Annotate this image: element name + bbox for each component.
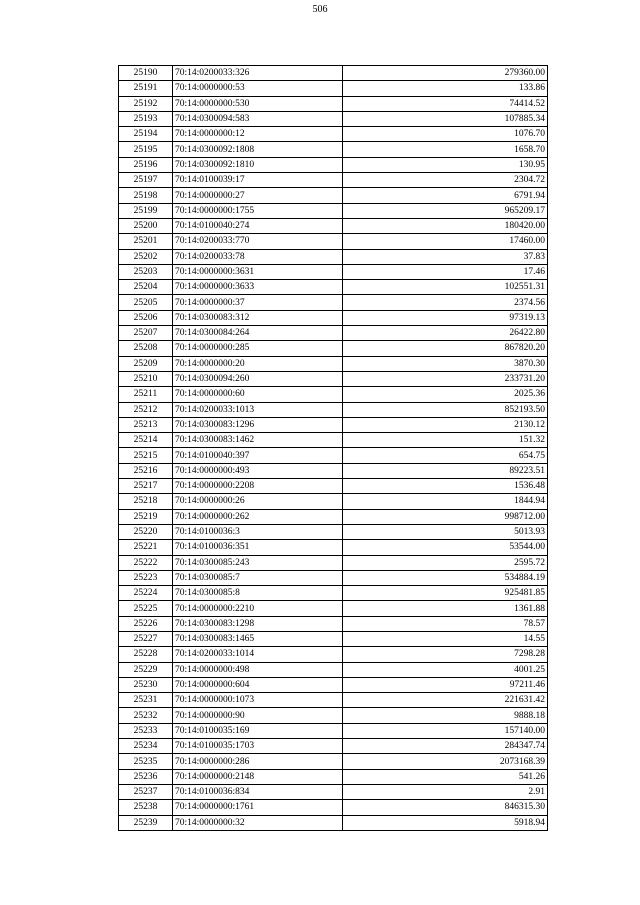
table-row <box>119 494 548 509</box>
table-row <box>119 142 548 157</box>
value-cell: 1361.88 <box>343 601 548 616</box>
cadastral-number-cell: 70:14:0000000:1761 <box>173 800 343 815</box>
table-row <box>119 371 548 386</box>
row-number-cell: 25206 <box>119 310 173 325</box>
table-row <box>119 310 548 325</box>
row-number-cell: 25214 <box>119 433 173 448</box>
cadastral-number-cell: 70:14:0200033:326 <box>173 66 343 81</box>
value-cell: 852193.50 <box>343 402 548 417</box>
table-row <box>119 341 548 356</box>
row-number-cell: 25237 <box>119 784 173 799</box>
cadastral-number-cell: 70:14:0000000:3631 <box>173 264 343 279</box>
value-cell: 133.86 <box>343 81 548 96</box>
value-cell: 5013.93 <box>343 524 548 539</box>
row-number-cell: 25238 <box>119 800 173 815</box>
value-cell: 1844.94 <box>343 494 548 509</box>
table-row <box>119 127 548 142</box>
table-row <box>119 234 548 249</box>
table-row <box>119 463 548 478</box>
cadastral-number-cell: 70:14:0000000:32 <box>173 815 343 830</box>
value-cell: 534884.19 <box>343 570 548 585</box>
table-row <box>119 631 548 646</box>
row-number-cell: 25211 <box>119 387 173 402</box>
cadastral-number-cell: 70:14:0000000:498 <box>173 662 343 677</box>
cadastral-number-cell: 70:14:0300083:1298 <box>173 616 343 631</box>
row-number-cell: 25196 <box>119 157 173 172</box>
cadastral-number-cell: 70:14:0100040:274 <box>173 218 343 233</box>
table-row <box>119 815 548 830</box>
table-row <box>119 188 548 203</box>
table-row <box>119 677 548 692</box>
cadastral-number-cell: 70:14:0100040:397 <box>173 448 343 463</box>
cadastral-number-cell: 70:14:0300083:312 <box>173 310 343 325</box>
cadastral-number-cell: 70:14:0300085:8 <box>173 586 343 601</box>
table-row <box>119 616 548 631</box>
row-number-cell: 25198 <box>119 188 173 203</box>
row-number-cell: 25208 <box>119 341 173 356</box>
row-number-cell: 25209 <box>119 356 173 371</box>
row-number-cell: 25202 <box>119 249 173 264</box>
cadastral-number-cell: 70:14:0000000:90 <box>173 708 343 723</box>
table-row <box>119 157 548 172</box>
value-cell: 654.75 <box>343 448 548 463</box>
cadastral-number-cell: 70:14:0300085:7 <box>173 570 343 585</box>
value-cell: 965209.17 <box>343 203 548 218</box>
row-number-cell: 25222 <box>119 555 173 570</box>
table-row <box>119 448 548 463</box>
value-cell: 180420.00 <box>343 218 548 233</box>
row-number-cell: 25200 <box>119 218 173 233</box>
row-number-cell: 25205 <box>119 295 173 310</box>
table-row <box>119 784 548 799</box>
table-row <box>119 81 548 96</box>
row-number-cell: 25195 <box>119 142 173 157</box>
value-cell: 2595.72 <box>343 555 548 570</box>
cadastral-number-cell: 70:14:0000000:1755 <box>173 203 343 218</box>
table-row <box>119 295 548 310</box>
table-row <box>119 570 548 585</box>
table-row <box>119 96 548 111</box>
value-cell: 1658.70 <box>343 142 548 157</box>
cadastral-number-cell: 70:14:0000000:1073 <box>173 693 343 708</box>
table-row <box>119 402 548 417</box>
value-cell: 53544.00 <box>343 540 548 555</box>
value-cell: 233731.20 <box>343 371 548 386</box>
table-row <box>119 66 548 81</box>
row-number-cell: 25197 <box>119 173 173 188</box>
row-number-cell: 25194 <box>119 127 173 142</box>
value-cell: 2374.56 <box>343 295 548 310</box>
value-cell: 2025.36 <box>343 387 548 402</box>
row-number-cell: 25215 <box>119 448 173 463</box>
row-number-cell: 25233 <box>119 723 173 738</box>
table-row <box>119 540 548 555</box>
value-cell: 221631.42 <box>343 693 548 708</box>
value-cell: 97319.13 <box>343 310 548 325</box>
row-number-cell: 25226 <box>119 616 173 631</box>
value-cell: 151.32 <box>343 433 548 448</box>
table-row <box>119 433 548 448</box>
row-number-cell: 25219 <box>119 509 173 524</box>
value-cell: 4001.25 <box>343 662 548 677</box>
table-row <box>119 662 548 677</box>
page-number: 506 <box>312 4 328 15</box>
table-row <box>119 203 548 218</box>
table-row <box>119 555 548 570</box>
table-row <box>119 326 548 341</box>
cadastral-number-cell: 70:14:0000000:60 <box>173 387 343 402</box>
row-number-cell: 25221 <box>119 540 173 555</box>
row-number-cell: 25218 <box>119 494 173 509</box>
table-row <box>119 708 548 723</box>
cadastral-number-cell: 70:14:0300083:1296 <box>173 417 343 432</box>
value-cell: 867820.20 <box>343 341 548 356</box>
value-cell: 284347.74 <box>343 739 548 754</box>
cadastral-number-cell: 70:14:0000000:2208 <box>173 479 343 494</box>
value-cell: 26422.80 <box>343 326 548 341</box>
cadastral-number-cell: 70:14:0200033:1013 <box>173 402 343 417</box>
row-number-cell: 25204 <box>119 280 173 295</box>
row-number-cell: 25231 <box>119 693 173 708</box>
cadastral-number-cell: 70:14:0300084:264 <box>173 326 343 341</box>
cadastral-number-cell: 70:14:0300083:1465 <box>173 631 343 646</box>
row-number-cell: 25224 <box>119 586 173 601</box>
row-number-cell: 25223 <box>119 570 173 585</box>
cadastral-number-cell: 70:14:0100039:17 <box>173 173 343 188</box>
value-cell: 107885.34 <box>343 111 548 126</box>
cadastral-number-cell: 70:14:0200033:770 <box>173 234 343 249</box>
table-row <box>119 524 548 539</box>
registry-table <box>118 65 548 831</box>
cadastral-number-cell: 70:14:0300094:583 <box>173 111 343 126</box>
value-cell: 14.55 <box>343 631 548 646</box>
value-cell: 17460.00 <box>343 234 548 249</box>
value-cell: 2130.12 <box>343 417 548 432</box>
row-number-cell: 25227 <box>119 631 173 646</box>
row-number-cell: 25236 <box>119 769 173 784</box>
registry-table-body <box>119 66 548 831</box>
value-cell: 846315.30 <box>343 800 548 815</box>
table-row <box>119 769 548 784</box>
table-row <box>119 479 548 494</box>
table-row <box>119 509 548 524</box>
row-number-cell: 25228 <box>119 647 173 662</box>
cadastral-number-cell: 70:14:0000000:53 <box>173 81 343 96</box>
value-cell: 78.57 <box>343 616 548 631</box>
cadastral-number-cell: 70:14:0200033:1014 <box>173 647 343 662</box>
cadastral-number-cell: 70:14:0000000:262 <box>173 509 343 524</box>
table-row <box>119 723 548 738</box>
value-cell: 89223.51 <box>343 463 548 478</box>
cadastral-number-cell: 70:14:0000000:3633 <box>173 280 343 295</box>
value-cell: 37.83 <box>343 249 548 264</box>
cadastral-number-cell: 70:14:0000000:37 <box>173 295 343 310</box>
row-number-cell: 25199 <box>119 203 173 218</box>
cadastral-number-cell: 70:14:0000000:530 <box>173 96 343 111</box>
table-row <box>119 800 548 815</box>
value-cell: 130.95 <box>343 157 548 172</box>
row-number-cell: 25232 <box>119 708 173 723</box>
value-cell: 2073168.39 <box>343 754 548 769</box>
table-row <box>119 693 548 708</box>
value-cell: 998712.00 <box>343 509 548 524</box>
table-row <box>119 173 548 188</box>
table-row <box>119 218 548 233</box>
row-number-cell: 25207 <box>119 326 173 341</box>
table-row <box>119 387 548 402</box>
cadastral-number-cell: 70:14:0000000:27 <box>173 188 343 203</box>
cadastral-number-cell: 70:14:0000000:26 <box>173 494 343 509</box>
value-cell: 97211.46 <box>343 677 548 692</box>
cadastral-number-cell: 70:14:0000000:2148 <box>173 769 343 784</box>
table-row <box>119 739 548 754</box>
cadastral-number-cell: 70:14:0000000:285 <box>173 341 343 356</box>
row-number-cell: 25230 <box>119 677 173 692</box>
row-number-cell: 25210 <box>119 371 173 386</box>
row-number-cell: 25190 <box>119 66 173 81</box>
cadastral-number-cell: 70:14:0300094:260 <box>173 371 343 386</box>
cadastral-number-cell: 70:14:0000000:286 <box>173 754 343 769</box>
value-cell: 5918.94 <box>343 815 548 830</box>
table-row <box>119 586 548 601</box>
value-cell: 1536.48 <box>343 479 548 494</box>
row-number-cell: 25201 <box>119 234 173 249</box>
value-cell: 925481.85 <box>343 586 548 601</box>
table-row <box>119 111 548 126</box>
table-row <box>119 356 548 371</box>
table-row <box>119 417 548 432</box>
cadastral-number-cell: 70:14:0300083:1462 <box>173 433 343 448</box>
value-cell: 157140.00 <box>343 723 548 738</box>
value-cell: 541.26 <box>343 769 548 784</box>
value-cell: 2.91 <box>343 784 548 799</box>
cadastral-number-cell: 70:14:0100036:3 <box>173 524 343 539</box>
cadastral-number-cell: 70:14:0000000:2210 <box>173 601 343 616</box>
cadastral-number-cell: 70:14:0300085:243 <box>173 555 343 570</box>
row-number-cell: 25235 <box>119 754 173 769</box>
row-number-cell: 25216 <box>119 463 173 478</box>
value-cell: 3870.30 <box>343 356 548 371</box>
row-number-cell: 25225 <box>119 601 173 616</box>
row-number-cell: 25239 <box>119 815 173 830</box>
value-cell: 74414.52 <box>343 96 548 111</box>
row-number-cell: 25234 <box>119 739 173 754</box>
value-cell: 9888.18 <box>343 708 548 723</box>
table-row <box>119 249 548 264</box>
row-number-cell: 25213 <box>119 417 173 432</box>
row-number-cell: 25192 <box>119 96 173 111</box>
row-number-cell: 25212 <box>119 402 173 417</box>
row-number-cell: 25193 <box>119 111 173 126</box>
value-cell: 7298.28 <box>343 647 548 662</box>
value-cell: 2304.72 <box>343 173 548 188</box>
cadastral-number-cell: 70:14:0000000:493 <box>173 463 343 478</box>
table-row <box>119 647 548 662</box>
row-number-cell: 25191 <box>119 81 173 96</box>
table-row <box>119 280 548 295</box>
table-row <box>119 264 548 279</box>
row-number-cell: 25220 <box>119 524 173 539</box>
row-number-cell: 25229 <box>119 662 173 677</box>
cadastral-number-cell: 70:14:0100036:351 <box>173 540 343 555</box>
value-cell: 279360.00 <box>343 66 548 81</box>
cadastral-number-cell: 70:14:0100036:834 <box>173 784 343 799</box>
table-row <box>119 601 548 616</box>
value-cell: 6791.94 <box>343 188 548 203</box>
cadastral-number-cell: 70:14:0000000:604 <box>173 677 343 692</box>
value-cell: 17.46 <box>343 264 548 279</box>
cadastral-number-cell: 70:14:0000000:20 <box>173 356 343 371</box>
cadastral-number-cell: 70:14:0300092:1810 <box>173 157 343 172</box>
value-cell: 102551.31 <box>343 280 548 295</box>
cadastral-number-cell: 70:14:0300092:1808 <box>173 142 343 157</box>
cadastral-number-cell: 70:14:0000000:12 <box>173 127 343 142</box>
cadastral-number-cell: 70:14:0100035:169 <box>173 723 343 738</box>
row-number-cell: 25217 <box>119 479 173 494</box>
cadastral-number-cell: 70:14:0100035:1703 <box>173 739 343 754</box>
value-cell: 1076.70 <box>343 127 548 142</box>
row-number-cell: 25203 <box>119 264 173 279</box>
table-row <box>119 754 548 769</box>
cadastral-number-cell: 70:14:0200033:78 <box>173 249 343 264</box>
